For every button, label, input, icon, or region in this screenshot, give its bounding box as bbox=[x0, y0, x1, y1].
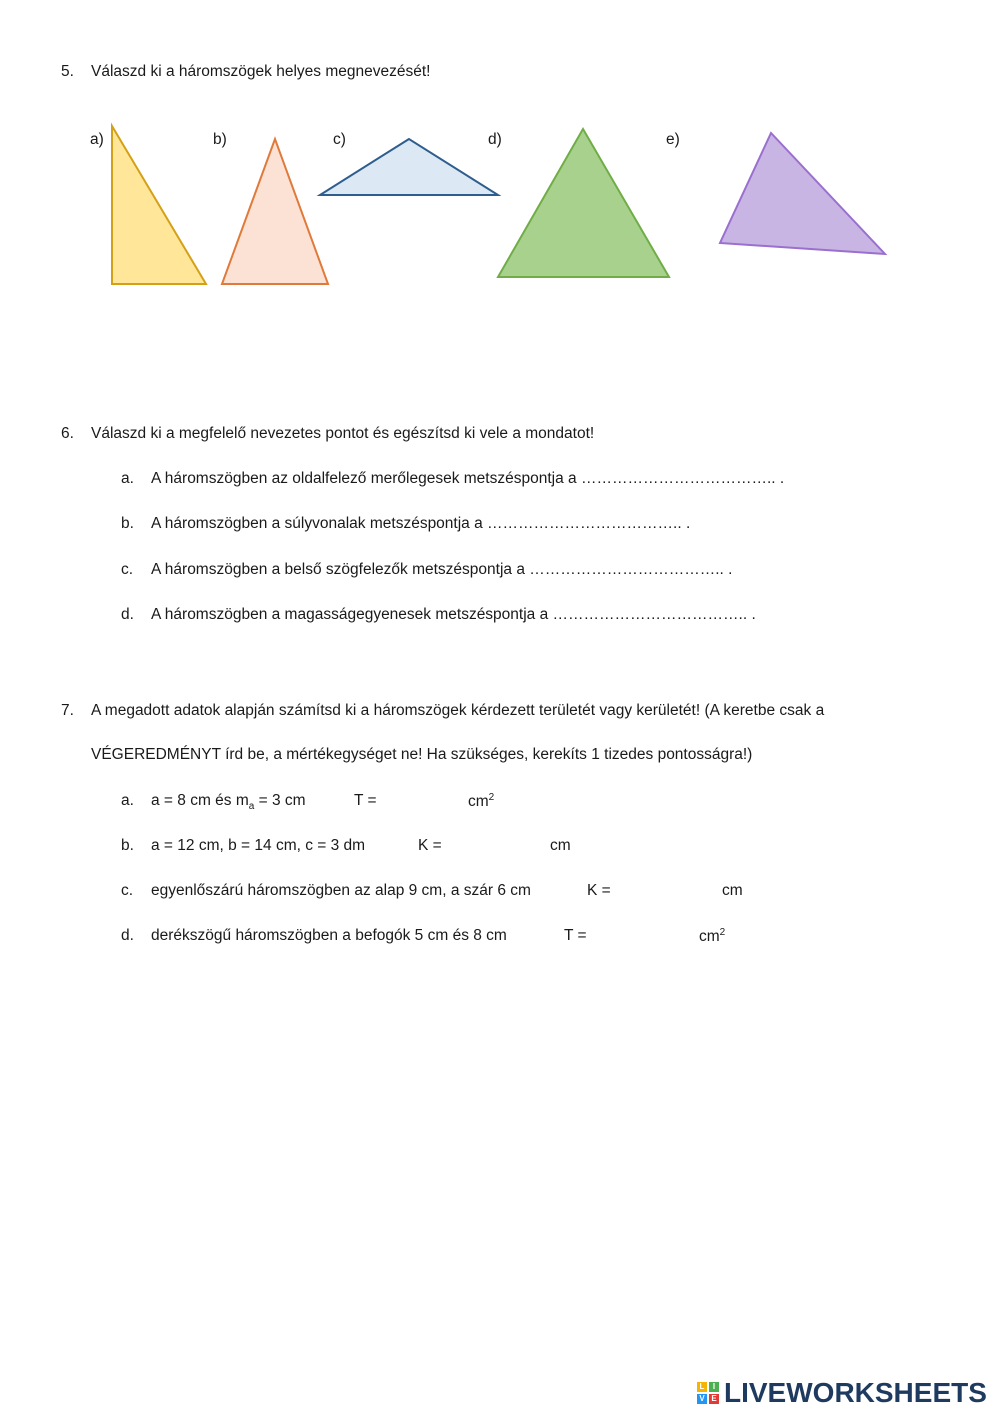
q7-item-c-letter: c. bbox=[121, 882, 134, 899]
q7-item-b-unit: cm bbox=[550, 837, 571, 854]
q6-item-b-letter: b. bbox=[121, 515, 134, 532]
q7-item-d-letter: d. bbox=[121, 927, 134, 944]
triangle-a[interactable] bbox=[112, 126, 206, 284]
q5-label-e: e) bbox=[666, 131, 680, 148]
q7-item-b-letter: b. bbox=[121, 837, 134, 854]
q5-label-b: b) bbox=[213, 131, 227, 148]
q6-item-a-letter: a. bbox=[121, 470, 134, 487]
q5-label-a: a) bbox=[90, 131, 104, 148]
q6-item-d-text: A háromszögben a magasságegyenesek metszéspontja a ……………………………….. . bbox=[151, 606, 756, 623]
q7-item-c-answer-box[interactable] bbox=[619, 878, 715, 902]
q7-item-a-text: a = 8 cm és $m_a = 3$ cm bbox=[151, 792, 306, 813]
triangle-e[interactable] bbox=[720, 133, 885, 254]
q7-item-d-answer-box[interactable] bbox=[596, 923, 692, 947]
q7-item-b-var: K = bbox=[418, 837, 442, 854]
q6-item-c-text: A háromszögben a belső szögfelezők metszéspontja a ……………………………….. . bbox=[151, 561, 733, 578]
q7-item-a-letter: a. bbox=[121, 792, 134, 809]
q6-item-c-letter: c. bbox=[121, 561, 134, 578]
q7-item-a-answer-box[interactable] bbox=[385, 788, 463, 812]
liveworksheets-brand: LIVEWORKSHEETS bbox=[724, 1377, 987, 1408]
q7-number: 7. bbox=[61, 702, 74, 719]
q5-label-d: d) bbox=[488, 131, 502, 148]
q7-instruction-line1: A megadott adatok alapján számítsd ki a háromszögek kérdezett területét vagy kerületét! (A keretbe csak a bbox=[91, 702, 825, 719]
triangle-d[interactable] bbox=[498, 129, 669, 277]
q7-item-c-text: egyenlőszárú háromszögben az alap 9 cm, a szár 6 cm bbox=[151, 882, 531, 899]
q7-item-c-unit: cm bbox=[722, 882, 743, 899]
q5-instruction: Válaszd ki a háromszögek helyes megnevezését! bbox=[91, 63, 431, 80]
q7-item-d-unit: $cm^2$ bbox=[699, 927, 726, 946]
q6-number: 6. bbox=[61, 425, 74, 442]
liveworksheets-logo-icon: L I V E bbox=[697, 1382, 719, 1404]
q6-item-d-letter: d. bbox=[121, 606, 134, 623]
liveworksheets-logo bbox=[697, 1377, 987, 1409]
q7-item-c-var: K = bbox=[587, 882, 611, 899]
q7-item-a-var: T = bbox=[354, 792, 377, 809]
q7-item-d-var: T = bbox=[564, 927, 587, 944]
q7-item-d-text: derékszögű háromszögben a befogók 5 cm és 8 cm bbox=[151, 927, 507, 944]
q6-item-b-text: A háromszögben a súlyvonalak metszéspontja a ……………………………….. . bbox=[151, 515, 691, 532]
q7-item-b-answer-box[interactable] bbox=[450, 833, 544, 857]
q5-label-c: c) bbox=[333, 131, 346, 148]
q5-number: 5. bbox=[61, 63, 74, 80]
q6-instruction: Válaszd ki a megfelelő nevezetes pontot és egészítsd ki vele a mondatot! bbox=[91, 425, 595, 442]
triangle-c[interactable] bbox=[320, 139, 498, 195]
q7-item-b-text: a = 12 cm, b = 14 cm, c = 3 dm bbox=[151, 837, 366, 854]
triangle-b[interactable] bbox=[222, 139, 328, 284]
q6-item-a-text: A háromszögben az oldalfelező merőlegesek metszéspontja a ……………………………….. . bbox=[151, 470, 785, 487]
q7-instruction-line2: VÉGEREDMÉNYT írd be, a mértékegységet ne! Ha szükséges, kerekíts 1 tizedes pontosságra!) bbox=[91, 746, 753, 763]
q7-item-a-unit: $cm^2$ bbox=[468, 792, 495, 811]
triangles-figure bbox=[0, 0, 1000, 320]
